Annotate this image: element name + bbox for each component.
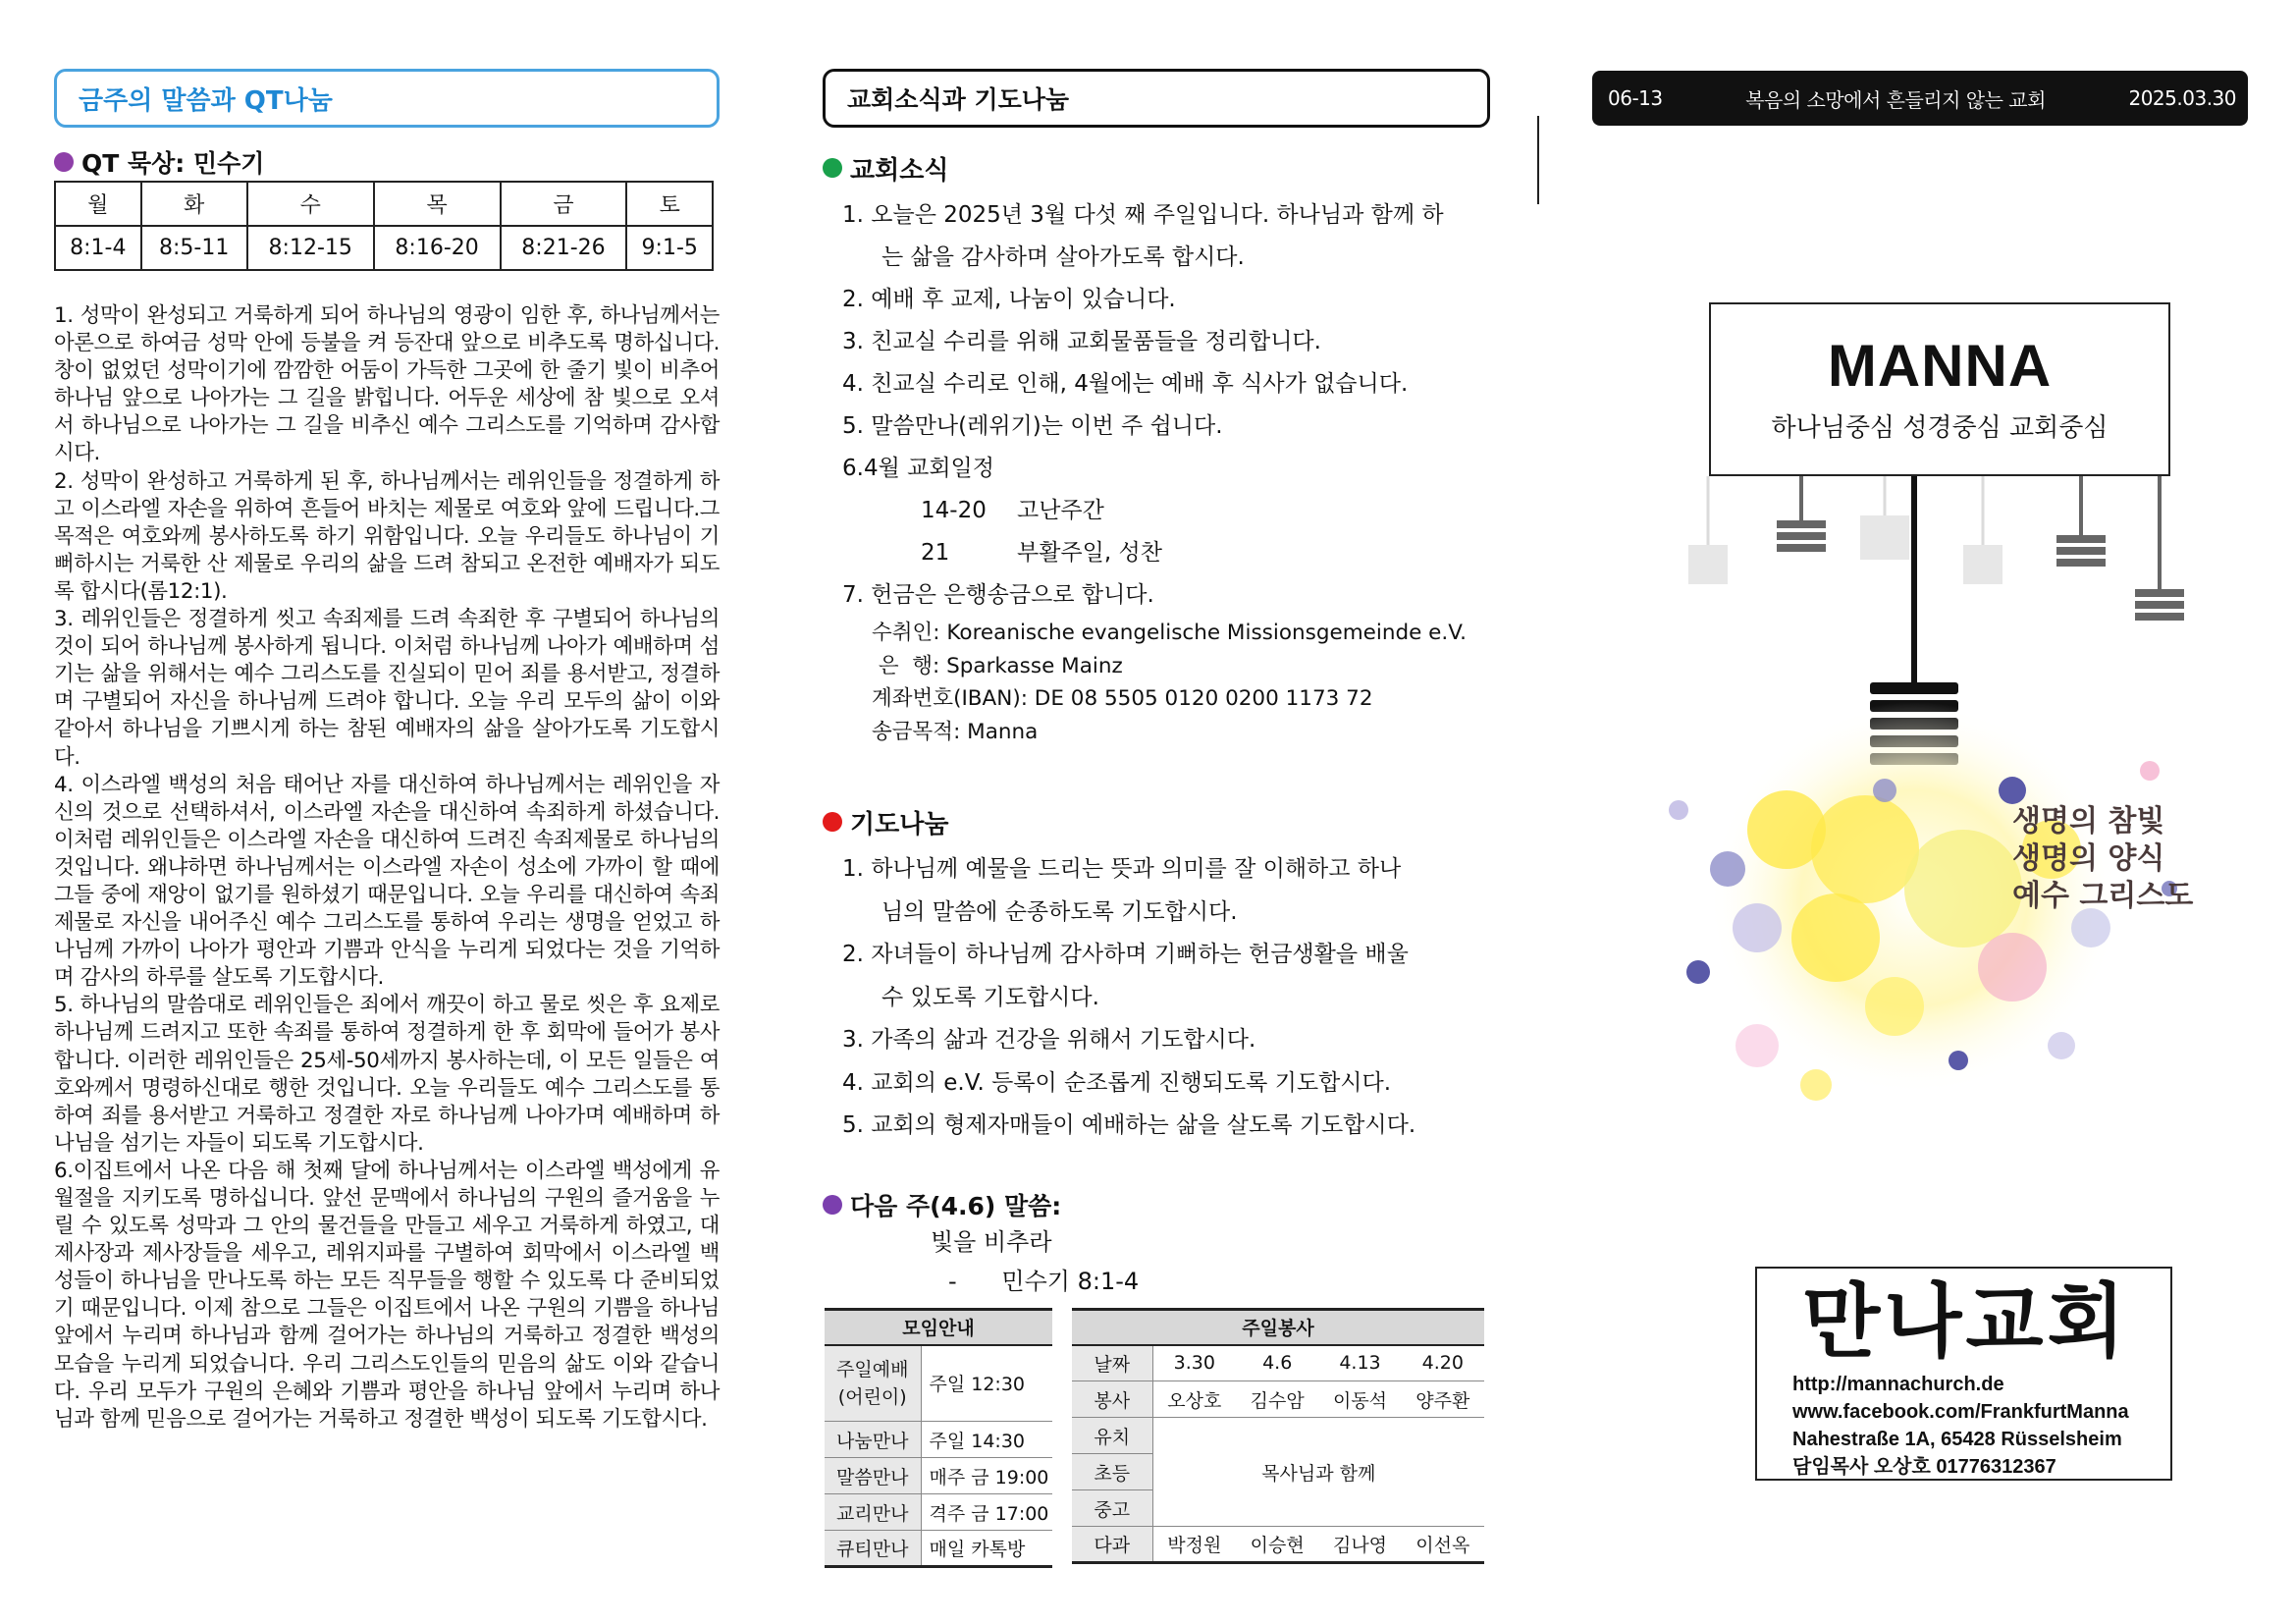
prayer-item: [823, 1105, 1490, 1148]
prayer-text: 자녀들이 하나님께 감사하며 기뻐하는 헌금생활을 배울: [871, 942, 1409, 967]
meeting-row: [825, 1422, 1052, 1458]
news-number: 7.: [842, 582, 864, 608]
meeting-row: [825, 1494, 1052, 1531]
news-text: 헌금은 은행송금으로 합니다.: [871, 582, 1154, 608]
prayer-text-wrap: 님의 말씀에 순종하도록 기도합시다.: [881, 898, 1238, 925]
meeting-name: 큐티만나: [825, 1531, 921, 1567]
prayer-heading: [823, 805, 1490, 839]
qt-column: [54, 69, 720, 1434]
news-item: [823, 321, 1490, 363]
church-name: 만나교회: [1802, 1275, 2129, 1369]
news-list-cont: [823, 574, 1490, 617]
meeting-row: [825, 1458, 1052, 1494]
slogan-line: 생명의 양식: [2012, 841, 2165, 876]
meeting-name: 나눔만나: [825, 1422, 921, 1458]
prayer-number: 5.: [842, 1112, 864, 1138]
news-text: 친교실 수리로 인해, 4월에는 예배 후 식사가 없습니다.: [871, 371, 1409, 397]
news-number: 1.: [842, 202, 864, 228]
service-person: 김수암: [1236, 1381, 1318, 1418]
qt-days-row: [55, 182, 713, 226]
bank-purpose: 송금목적: Manna: [872, 719, 1039, 744]
prayer-text: 가족의 삶과 건강을 위해서 기도합시다.: [871, 1027, 1256, 1053]
qt-passage: 9:1-5: [626, 226, 713, 270]
next-week-reference: - 민수기 8:1-4: [948, 1267, 1140, 1295]
schedule-row: [823, 532, 1490, 574]
bank-iban: 계좌번호(IBAN): DE 08 5505 0120 0200 1173 72: [872, 686, 1373, 711]
next-week-title: 빛을 비추라: [931, 1227, 1052, 1256]
meeting-time: 매주 금 19:00: [921, 1458, 1052, 1494]
meeting-name: 교리만나: [825, 1494, 921, 1531]
manna-title-box: [1709, 302, 2170, 476]
qt-meditation-text: [54, 302, 720, 1434]
church-motto: 복음의 소망에서 흔들리지 않는 교회: [1745, 87, 2046, 112]
bulletin-header-bar: [1592, 71, 2248, 126]
news-number: 3.: [842, 329, 864, 354]
service-table-header: 주일봉사: [1072, 1310, 1484, 1345]
prayer-text-wrap: 수 있도록 기도합시다.: [881, 984, 1099, 1010]
service-person: 김나영: [1318, 1527, 1401, 1563]
news-text: 친교실 수리를 위해 교회물품들을 정리합니다.: [871, 329, 1321, 354]
news-column: [823, 69, 1490, 1301]
bank-recipient: 수취인: Koreanische evangelische Missionsgemeinde e.V.: [872, 621, 1468, 645]
news-number: 2.: [842, 287, 864, 312]
service-class-row: [1072, 1418, 1484, 1454]
faded-bulbs: [1688, 476, 2002, 584]
prayer-item: [823, 934, 1490, 1019]
qt-passage: 8:1-4: [55, 226, 141, 270]
qt-paragraph: 4. 이스라엘 백성의 처음 태어난 자를 대신하여 하나님께서는 레위인을 자신의 것으로 선택하셔서, 이스라엘 자손을 대신하여 속죄하게 하셨습니다. 이처럼 레위인들은 이스라엘 자손을 대신하여 드려진 속죄제물로 하나님의 것입니다. 왜냐하면 하나님께서는 이스라엘 자손이 성소에 가까이 할 때에 그들 중에 재앙이 없기를 원하셨기 때문입니다. 오늘 우리를 대신하여 속죄제물로 자신을 내어주신 예수 그리스도를 통하여 우리는 생명을 얻었고 하나님께 가까이 나아가 평안과 기쁨과 안식을 누리게 되었다는 것을 기억하며 감사의 하루를 살도록 기도합시다.: [54, 772, 720, 991]
qt-paragraph: 6.이집트에서 나온 다음 해 첫째 달에 하나님께서는 이스라엘 백성에게 유월절을 지키도록 명하십니다. 앞선 문맥에서 하나님의 구원의 즐거움을 누릴 수 있도록 성막과 그 안의 물건들을 만들고 세우고 거룩하게 하였고, 대제사장과 제사장들을 세우고, 레위지파를 구별하여 회막에서 이스라엘 백성들이 하나님을 만나도록 하는 모든 직무들을 행할 수 있도록 다 준비되었기 때문입니다. 이제 참으로 그들은 이집트에서 나온 구원의 기쁨을 하나님 앞에서 누리며 하나님과 함께 걸어가는 하나님의 거룩하고 정결한 백성의 모습을 누리게 되었습니다. 우리 그리스도인들의 믿음의 삶도 이와 같습니다. 우리 모두가 구원의 은혜와 기쁨과 평안을 하나님 앞에서 누리며 하나님과 함께 믿음으로 걸어가는 거룩하고 정결한 백성이 되도록 기도합시다.: [54, 1158, 720, 1432]
church-pastor: 담임목사 오상호 01776312367: [1792, 1456, 2056, 1478]
qt-day: 화: [141, 182, 247, 226]
church-contact-box: [1755, 1267, 2172, 1481]
schedule-event: 부활주일, 성찬: [1017, 540, 1162, 566]
meeting-name: 주일예배 (어린이): [825, 1345, 921, 1422]
meeting-time: 격주 금 17:00: [921, 1494, 1052, 1531]
qt-schedule-table: [54, 181, 714, 271]
meeting-time: 주일 14:30: [921, 1422, 1052, 1458]
prayer-number: 1.: [842, 856, 864, 882]
service-label: 초등: [1072, 1454, 1152, 1490]
service-person: 박정원: [1152, 1527, 1236, 1563]
news-item: [823, 406, 1490, 448]
qt-passage: 8:16-20: [374, 226, 501, 270]
service-date: 4.20: [1402, 1345, 1484, 1381]
qt-section-title: 금주의 말씀과 QT나눔: [54, 69, 720, 128]
news-heading-text: 교회소식: [850, 155, 949, 186]
bulletin-date: 2025.03.30: [2128, 86, 2236, 110]
news-item: [823, 279, 1490, 321]
meeting-name: 말씀만나: [825, 1458, 921, 1494]
news-text: 4월 교회일정: [863, 456, 994, 481]
qt-paragraph: 1. 성막이 완성되고 거룩하게 되어 하나님의 영광이 임한 후, 하나님께서는 아론으로 하여금 성막 안에 등불을 켜 등잔대 앞으로 비추도록 명하십니다. 창이 없었던 성막이기에 깜깜한 어둠이 가득한 그곳에 한 줄기 빛이 비추어 하나님 앞으로 나아가는 그 길을 밝힙니다. 어두운 세상에 참 빛으로 오셔서 하나님으로 나아가는 그 길을 비추신 예수 그리스도를 기억하며 감사합시다.: [54, 303, 720, 466]
prayer-item: [823, 848, 1490, 934]
prayer-heading-text: 기도나눔: [850, 809, 949, 839]
service-date: 3.30: [1152, 1345, 1236, 1381]
prayer-item: [823, 1019, 1490, 1062]
service-snack-row: [1072, 1527, 1484, 1563]
service-person: 오상호: [1152, 1381, 1236, 1418]
service-date-row: [1072, 1345, 1484, 1381]
service-person: 양주환: [1402, 1381, 1484, 1418]
qt-passage: 8:5-11: [141, 226, 247, 270]
schedule-date: 14-20: [921, 498, 987, 523]
service-person: 이동석: [1318, 1381, 1401, 1418]
green-bullet-icon: [823, 158, 842, 178]
service-label: 다과: [1072, 1527, 1152, 1563]
news-text: 말씀만나(레위기)는 이번 주 쉽니다.: [871, 413, 1223, 439]
manna-brand: MANNA: [1827, 333, 2053, 399]
news-text: 오늘은 2025년 3월 다섯 째 주일입니다. 하나님과 함께 하: [871, 202, 1444, 228]
qt-paragraph: 5. 하나님의 말씀대로 레위인들은 죄에서 깨끗이 하고 물로 씻은 후 요제로 하나님께 드려지고 또한 속죄를 통하여 정결하게 한 후 회막에 들어가 봉사합니다. 이러한 레위인들은 25세-50세까지 봉사하는데, 이 모든 일들은 여호와께서 명령하신대로 행한 것입니다. 오늘 우리들도 예수 그리스도를 통하여 죄를 용서받고 거룩하고 정결한 자로 하나님께 나아가며 예배하며 하나님을 섬기는 자들이 되도록 기도합시다.: [54, 993, 720, 1156]
slogan-line: 예수 그리스도: [2012, 879, 2194, 913]
meeting-time: 매일 카톡방: [921, 1531, 1052, 1567]
news-list: [823, 194, 1490, 490]
slogan-block: [2012, 803, 2193, 915]
service-date: 4.6: [1236, 1345, 1318, 1381]
prayer-text: 교회의 e.V. 등록이 순조롭게 진행되도록 기도합시다.: [871, 1069, 1392, 1096]
news-heading: [823, 151, 1490, 185]
next-week-heading-text: 다음 주(4.6) 말씀:: [850, 1191, 1062, 1220]
service-person: 이선옥: [1402, 1527, 1484, 1563]
church-website[interactable]: http://mannachurch.de: [1792, 1374, 2004, 1395]
news-item: [823, 194, 1490, 279]
news-text-wrap: 는 삶을 감사하며 살아가도록 합시다.: [881, 244, 1245, 270]
church-address: Nahestraße 1A, 65428 Rüsselsheim: [1792, 1429, 2122, 1450]
bank-name: 은 행: Sparkasse Mainz: [872, 653, 1123, 678]
meeting-row: [825, 1531, 1052, 1567]
qt-passages-row: [55, 226, 713, 270]
news-item: [823, 574, 1490, 617]
service-table: [1072, 1308, 1484, 1564]
news-item: [823, 448, 1490, 490]
qt-passage: 8:21-26: [501, 226, 627, 270]
meeting-table-header: 모임안내: [825, 1310, 1052, 1345]
schedule-event: 고난주간: [1017, 498, 1104, 523]
news-number: 5.: [842, 413, 864, 439]
meeting-table: [825, 1308, 1052, 1568]
service-label: 봉사: [1072, 1381, 1152, 1418]
news-number: 4.: [842, 371, 864, 397]
schedule-date: 21: [921, 540, 950, 566]
meeting-row: [825, 1345, 1052, 1422]
news-section-title: 교회소식과 기도나눔: [823, 69, 1490, 128]
qt-day: 월: [55, 182, 141, 226]
meeting-time: 주일 12:30: [921, 1345, 1052, 1422]
prayer-number: 3.: [842, 1027, 864, 1053]
prayer-text: 교회의 형제자매들이 예배하는 삶을 살도록 기도합시다.: [871, 1112, 1416, 1138]
prayer-number: 2.: [842, 942, 864, 967]
qt-paragraph: 3. 레위인들은 정결하게 씻고 속죄제를 드려 속죄한 후 구별되어 하나님의 것이 되어 하나님께 봉사하게 됩니다. 이처럼 하나님께 나아가 예배하며 섬기는 삶을 위해서는 예수 그리스도를 진실되이 믿어 죄를 용서받고, 정결하며 구별되어 자신을 하나님께 드려야 합니다. 오늘 우리 모두의 삶이 이와같아서 하나님을 기쁘시게 하는 참된 예배자의 삶을 살아가도록 기도합시다.: [54, 607, 720, 770]
qt-day: 금: [501, 182, 627, 226]
qt-paragraph: 2. 성막이 완성하고 거룩하게 된 후, 하나님께서는 레위인들을 정결하게 하고 이스라엘 자손을 위하여 흔들어 바치는 제물로 여호와 앞에 드립니다.그 목적은 여호와께 봉사하도록 하기 위함입니다. 오늘 우리들도 하나님이 기뻐하시는 거룩한 산 제물로 우리의 삶을 드려 참되고 온전한 예배자가 되도록 합시다(롬12:1).: [54, 468, 720, 604]
purple-bullet-icon: [823, 1195, 842, 1215]
qt-passage: 8:12-15: [247, 226, 374, 270]
service-label: 중고: [1072, 1490, 1152, 1527]
prayer-number: 4.: [842, 1069, 864, 1096]
red-bullet-icon: [823, 812, 842, 832]
prayer-item: [823, 1062, 1490, 1106]
next-week-heading: [823, 1187, 1490, 1222]
service-server-row: [1072, 1381, 1484, 1418]
service-merged-cell: 목사님과 함께: [1152, 1418, 1484, 1527]
news-text: 예배 후 교제, 나눔이 있습니다.: [871, 287, 1176, 312]
church-facebook[interactable]: www.facebook.com/FrankfurtManna: [1792, 1401, 2129, 1423]
manna-subtitle: 하나님중심 성경중심 교회중심: [1771, 413, 2109, 443]
service-date: 4.13: [1318, 1345, 1401, 1381]
news-number: 6.: [842, 456, 864, 481]
prayer-list: [823, 848, 1490, 1148]
news-item: [823, 363, 1490, 406]
service-label: 유치: [1072, 1418, 1152, 1454]
service-person: 이승현: [1236, 1527, 1318, 1563]
slogan-line: 생명의 참빛: [2012, 804, 2165, 839]
qt-heading: [54, 147, 720, 177]
prayer-text: 하나님께 예물을 드리는 뜻과 의미를 잘 이해하고 하나: [871, 856, 1402, 882]
service-label: 날짜: [1072, 1345, 1152, 1381]
qt-day: 수: [247, 182, 374, 226]
fold-line: [1537, 116, 1539, 204]
issue-number: 06-13: [1608, 86, 1663, 110]
qt-day: 목: [374, 182, 501, 226]
qt-heading-text: QT 묵상: 민수기: [81, 149, 265, 178]
purple-bullet-icon: [54, 152, 74, 172]
schedule-row: [823, 490, 1490, 532]
qt-day: 토: [626, 182, 713, 226]
